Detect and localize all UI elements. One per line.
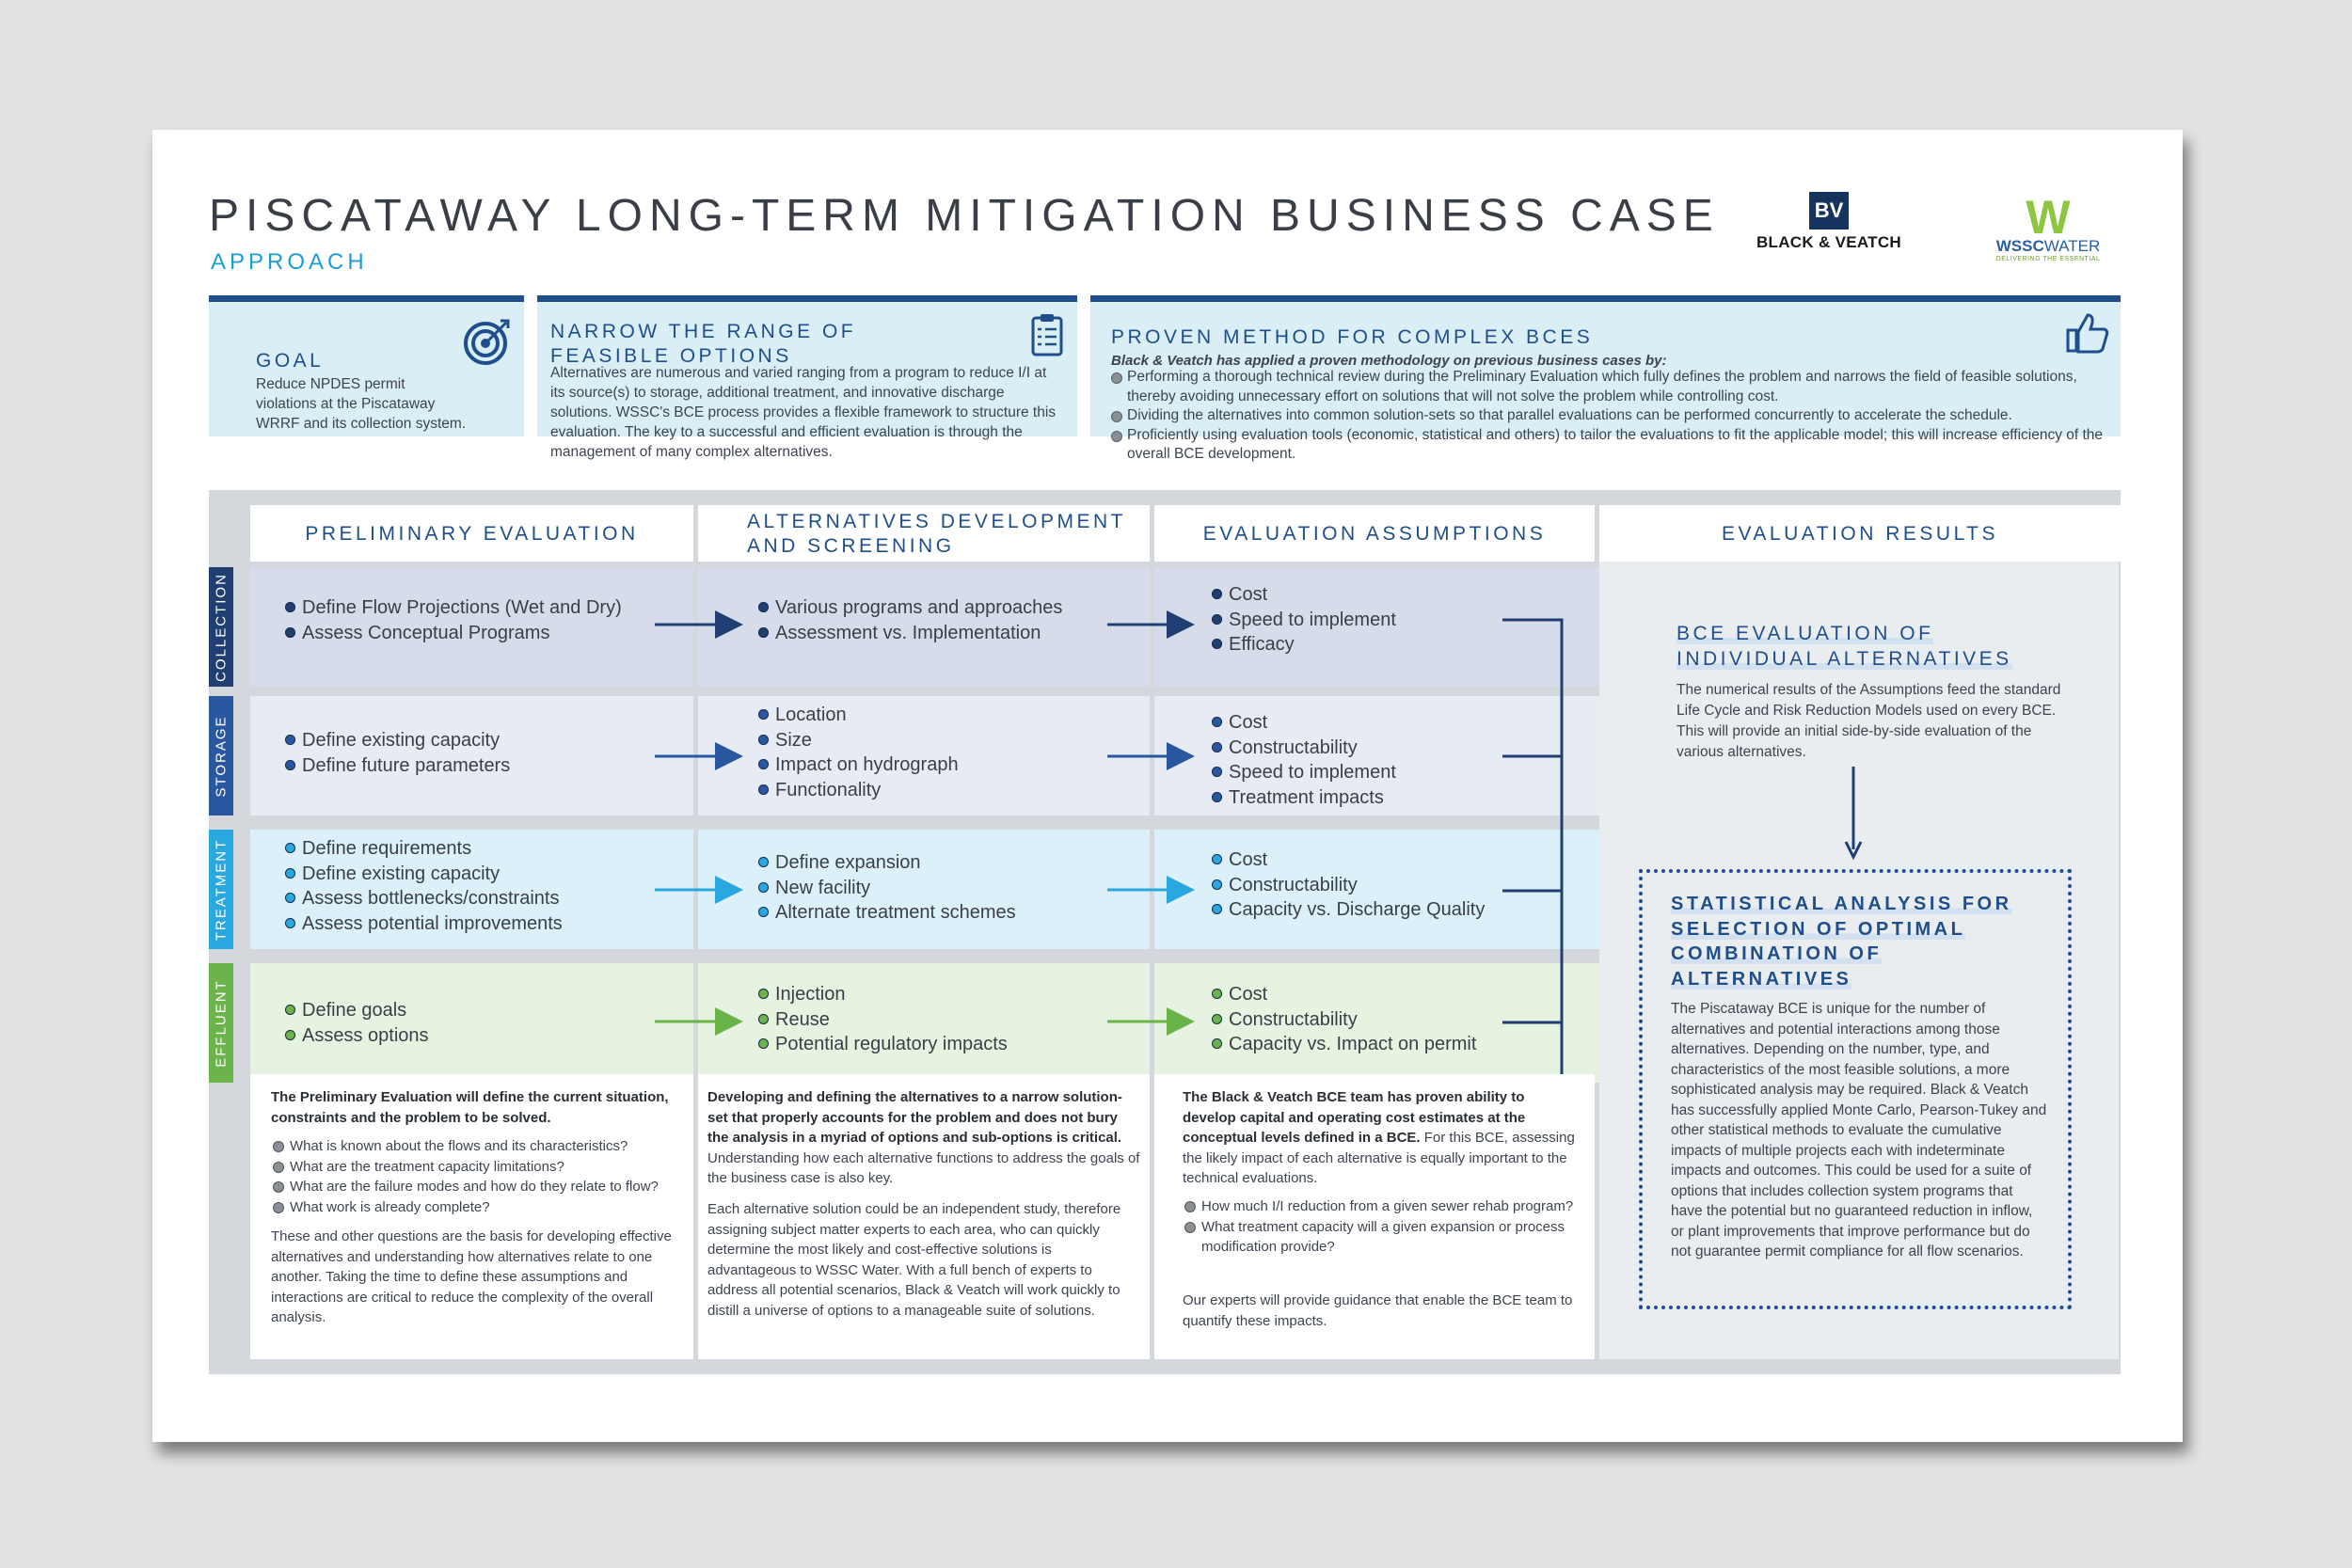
list-item: Assess Conceptual Programs	[285, 621, 622, 646]
proven-intro: Black & Veatch has applied a proven methodology on previous business cases by:	[1111, 353, 1667, 369]
narrow-text: Alternatives are numerous and varied ranging from a program to reduce I/I at its source(s) to storage, additional treatment, and innovative discharge solutions. WSSC's BCE process provides a flexible framework to structure this evaluation. The key to a successful and efficient evaluation is through the management of many complex alternatives.	[550, 365, 1057, 460]
question-item: How much I/I reduction from a given sewer rehab program?	[1183, 1196, 1578, 1217]
wssc-tagline: DELIVERING THE ESSENTIAL	[1995, 256, 2101, 262]
list-item: Assess options	[285, 1023, 429, 1049]
approach-matrix	[209, 490, 2121, 1374]
wssc-name: WSSCWATER	[1995, 237, 2101, 255]
list-item: Capacity vs. Impact on permit	[1212, 1032, 1476, 1057]
tab-storage: STORAGE	[209, 696, 233, 816]
results-heading-2: STATISTICAL ANALYSIS FOR SELECTION OF OPTIMAL COMBINATION OF ALTERNATIVES	[1671, 894, 2012, 990]
desc-prelim-questions	[271, 1136, 694, 1217]
list-item: Assessment vs. Implementation	[758, 621, 1062, 646]
bv-mark: BV	[1809, 192, 1849, 230]
column-header-results: EVALUATION RESULTS	[1599, 505, 2121, 562]
desc-assump-body: Our experts will provide guidance that enable the BCE team to quantify these impacts.	[1183, 1292, 1573, 1329]
proven-bullet: Dividing the alternatives into common solution-sets so that parallel evaluations can be performed concurrently to accelerate the schedule.	[1111, 406, 2108, 426]
list-item: Injection	[758, 982, 1008, 1007]
results-text-2: The Piscataway BCE is unique for the number of alternatives and potential interactions among those alternatives. Depending on the number, type, and characteristics of the most feasible solutions, a more sophisticated analysis may be required. Black & Veatch has successfully applied Monte Carlo, Pearson-Tukey and other statistical methods to evaluate the cumulative impacts of multiple projects each with indeterminate impacts and outcomes. This could be used for a suite of options that includes collection system programs that have the potential but no guaranteed reduction in inflow, or plant improvements that improve performance but do not guarantee permit compliance for all flow scenarios.	[1671, 1001, 2047, 1259]
list-item: Potential regulatory impacts	[758, 1032, 1008, 1057]
question-item: What is known about the flows and its characteristics?	[271, 1136, 694, 1157]
column-header-preliminary: PRELIMINARY EVALUATION	[250, 505, 693, 562]
desc-prelim-lead: The Preliminary Evaluation will define the current situation, constraints and the problem to be solved.	[271, 1089, 669, 1126]
poster-sheet	[152, 130, 2183, 1442]
narrow-box	[537, 295, 1077, 460]
statistical-analysis-box	[1639, 869, 2072, 1309]
list-item: Define existing capacity	[285, 728, 510, 753]
bv-name: BLACK & VEATCH	[1756, 233, 1902, 251]
proven-bullets	[1111, 368, 2108, 465]
wssc-water-logo	[1978, 191, 2119, 262]
desc-prelim-body: These and other questions are the basis for developing effective alternatives and understanding how alternatives relate to one another. Taking the time to define these assumptions and interactions are critical to reduce the complexity of the overall analysis.	[271, 1228, 672, 1325]
page-title: PISCATAWAY LONG-TERM MITIGATION BUSINESS CASE	[209, 191, 1720, 241]
black-veatch-logo	[1749, 192, 1909, 252]
thumbs-up-icon	[2065, 311, 2110, 355]
list-item: Cost	[1212, 847, 1485, 873]
list-item: Cost	[1212, 582, 1396, 608]
list-item: Define future parameters	[285, 753, 510, 779]
list-item: Treatment impacts	[1212, 785, 1396, 811]
list-item: Various programs and approaches	[758, 595, 1062, 621]
list-item: Define existing capacity	[285, 862, 563, 887]
list-item: Speed to implement	[1212, 608, 1396, 633]
proven-box	[1090, 295, 2121, 462]
desc-alts-body: Each alternative solution could be an independent study, therefore assigning subject matter experts to each area, who can quickly determine the most likely and cost-effective solutions is advantageous to WSSC Water. With a full bench of experts to address all potential scenarios, Black & Veatch will work quickly to distill a universe of options to a manageable suite of solutions.	[707, 1201, 1121, 1319]
tab-effluent: EFFLUENT	[209, 963, 233, 1083]
down-arrow-icon	[1844, 767, 1863, 861]
list-item: Location	[758, 703, 959, 728]
desc-assumptions	[1154, 1074, 1595, 1359]
list-item: Impact on hydrograph	[758, 752, 959, 778]
question-item: What are the failure modes and how do they relate to flow?	[271, 1177, 694, 1197]
goal-box	[209, 295, 524, 436]
proven-bullet: Proficiently using evaluation tools (economic, statistical and others) to tailor the evaluations to fit the applicable model; this will increase efficiency of the overall BCE development.	[1111, 426, 2108, 465]
question-item: What treatment capacity will a given expansion or process modification provide?	[1183, 1217, 1578, 1258]
page-subtitle: APPROACH	[211, 249, 368, 275]
goal-heading: GOAL	[256, 350, 325, 372]
list-item: Speed to implement	[1212, 760, 1396, 785]
list-item: New facility	[758, 876, 1016, 901]
narrow-heading-2: FEASIBLE OPTIONS	[550, 345, 792, 367]
list-item: Capacity vs. Discharge Quality	[1212, 897, 1485, 923]
list-item: Define Flow Projections (Wet and Dry)	[285, 595, 622, 621]
wssc-w-mark: W	[2026, 191, 2071, 244]
list-item: Efficacy	[1212, 632, 1396, 657]
list-item: Assess bottlenecks/constraints	[285, 886, 563, 911]
desc-assump-questions	[1183, 1196, 1578, 1258]
clipboard-icon	[1030, 313, 1064, 356]
target-icon	[463, 317, 512, 366]
list-item: Cost	[1212, 710, 1396, 736]
list-item: Constructability	[1212, 1007, 1476, 1033]
list-item: Define requirements	[285, 836, 563, 862]
list-item: Constructability	[1212, 736, 1396, 761]
list-item: Size	[758, 728, 959, 753]
list-item: Alternate treatment schemes	[758, 900, 1016, 926]
column-header-alternatives: ALTERNATIVES DEVELOPMENT AND SCREENING	[698, 505, 1150, 562]
results-heading-1: BCE EVALUATION OF INDIVIDUAL ALTERNATIVES	[1677, 623, 2012, 670]
desc-alternatives	[698, 1074, 1150, 1359]
desc-alts-lead: Developing and defining the alternatives to a narrow solution-set that properly accounts for the problem and does not bury the analysis in a myriad of options and sub-options is critical. Understanding how each alternative functions to address the goals of the business case is also key.	[707, 1089, 1140, 1186]
goal-text: Reduce NPDES permit violations at the Piscataway WRRF and its collection system.	[256, 376, 467, 432]
column-header-assumptions: EVALUATION ASSUMPTIONS	[1154, 505, 1595, 562]
list-item: Constructability	[1212, 873, 1485, 898]
question-item: What work is already complete?	[271, 1197, 694, 1218]
list-item: Assess potential improvements	[285, 911, 563, 937]
tab-treatment: TREATMENT	[209, 830, 233, 949]
tab-collection: COLLECTION	[209, 567, 233, 687]
list-item: Cost	[1212, 982, 1476, 1007]
desc-preliminary	[250, 1074, 693, 1359]
desc-assump-lead: The Black & Veatch BCE team has proven ability to develop capital and operating cost estimates at the conceptual levels defined in a BCE. For this BCE, assessing the likely impact of each alternative is equally important to the technical evaluations.	[1183, 1089, 1575, 1186]
results-text-1: The numerical results of the Assumptions feed the standard Life Cycle and Risk Reduction Models used on every BCE. This will provide an initial side-by-side evaluation of the various alternatives.	[1677, 682, 2061, 760]
list-item: Define goals	[285, 998, 429, 1023]
list-item: Functionality	[758, 778, 959, 803]
list-item: Define expansion	[758, 850, 1016, 876]
evaluation-results-panel	[1599, 505, 2119, 1359]
question-item: What are the treatment capacity limitations?	[271, 1157, 694, 1178]
narrow-heading-1: NARROW THE RANGE OF	[550, 321, 857, 342]
list-item: Reuse	[758, 1007, 1008, 1033]
proven-heading: PROVEN METHOD FOR COMPLEX BCES	[1111, 326, 1594, 348]
proven-bullet: Performing a thorough technical review during the Preliminary Evaluation which fully defines the problem and narrows the field of feasible solutions, thereby avoiding unnecessary effort on solutions that will not solve the problem while controlling cost.	[1111, 368, 2108, 406]
